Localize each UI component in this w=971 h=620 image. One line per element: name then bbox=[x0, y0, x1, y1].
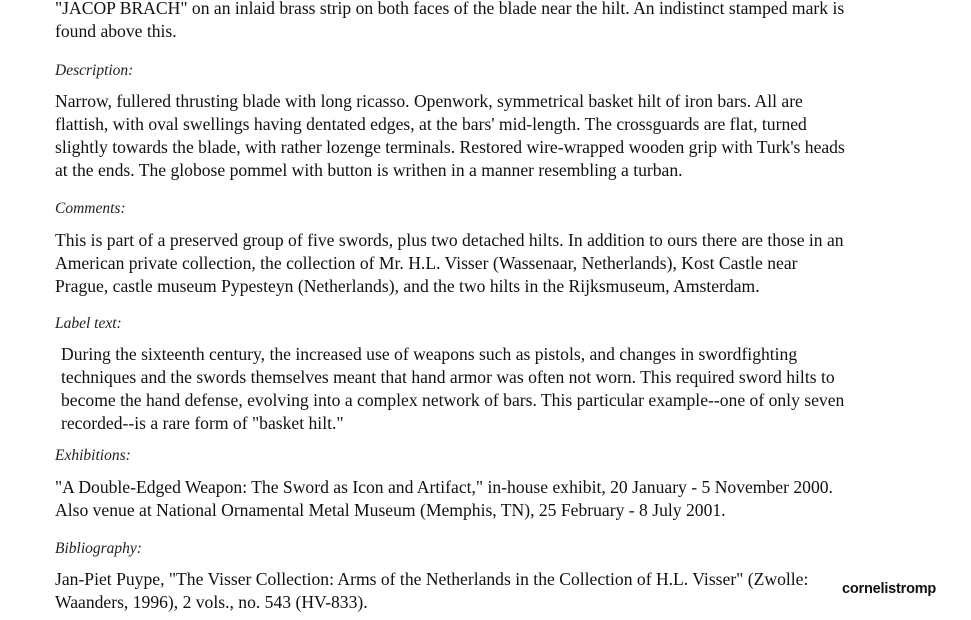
exhibitions-line: Also venue at National Ornamental Metal Museum (Memphis, TN), 25 February - 8 July 2001. bbox=[55, 500, 726, 520]
inscription-line: "JACOP BRACH" on an inlaid brass strip on both faces of the blade near the hilt. An indistinct stamped mark is bbox=[55, 0, 845, 18]
description-paragraph bbox=[55, 90, 960, 182]
bibliography-line: Waanders, 1996), 2 vols., no. 543 (HV-833). bbox=[55, 592, 368, 612]
exhibitions-heading: Exhibitions: bbox=[55, 447, 131, 464]
comments-heading: Comments: bbox=[55, 200, 126, 217]
label-text-line: recorded--is a rare form of "basket hilt." bbox=[61, 413, 344, 433]
comments-line: This is part of a preserved group of five swords, plus two detached hilts. In addition to ours there are those in an bbox=[55, 230, 844, 250]
exhibitions-paragraph bbox=[55, 476, 960, 522]
label-text-heading: Label text: bbox=[55, 315, 122, 332]
label-text-paragraph bbox=[61, 343, 966, 435]
comments-line: Prague, castle museum Pypesteyn (Netherlands), and the two hilts in the Rijksmuseum, Amsterdam. bbox=[55, 276, 760, 296]
bibliography-paragraph bbox=[55, 568, 960, 614]
comments-line: American private collection, the collection of Mr. H.L. Visser (Wassenaar, Netherlands), Kost Castle near bbox=[55, 253, 798, 273]
label-text-line: become the hand defense, evolving into a complex network of bars. This particular example--one of only seven bbox=[61, 390, 845, 410]
bibliography-line: Jan-Piet Puype, "The Visser Collection: Arms of the Netherlands in the Collection of H.L. Visser" (Zwolle: bbox=[55, 569, 809, 589]
watermark-text: cornelistromp bbox=[842, 581, 937, 597]
description-line: Narrow, fullered thrusting blade with long ricasso. Openwork, symmetrical basket hilt of iron bars. All are bbox=[55, 91, 803, 111]
inscription-line: found above this. bbox=[55, 21, 177, 41]
comments-paragraph bbox=[55, 229, 960, 298]
description-line: slightly towards the blade, with rather lozenge terminals. Restored wire-wrapped wooden grip with Turk's heads bbox=[55, 137, 845, 157]
exhibitions-line: "A Double-Edged Weapon: The Sword as Icon and Artifact," in-house exhibit, 20 January - 5 November 2000. bbox=[55, 477, 833, 497]
description-heading: Description: bbox=[55, 62, 134, 79]
description-line: flattish, with oval swellings having dentated edges, at the bars' mid-length. The crossguards are flat, turned bbox=[55, 114, 807, 134]
label-text-line: During the sixteenth century, the increased use of weapons such as pistols, and changes in swordfighting bbox=[61, 344, 798, 364]
label-text-line: techniques and the swords themselves meant that hand armor was often not worn. This required sword hilts to bbox=[61, 367, 835, 387]
inscription-paragraph bbox=[55, 0, 960, 43]
description-line: at the ends. The globose pommel with button is writhen in a manner resembling a turban. bbox=[55, 160, 683, 180]
bibliography-heading: Bibliography: bbox=[55, 540, 142, 557]
